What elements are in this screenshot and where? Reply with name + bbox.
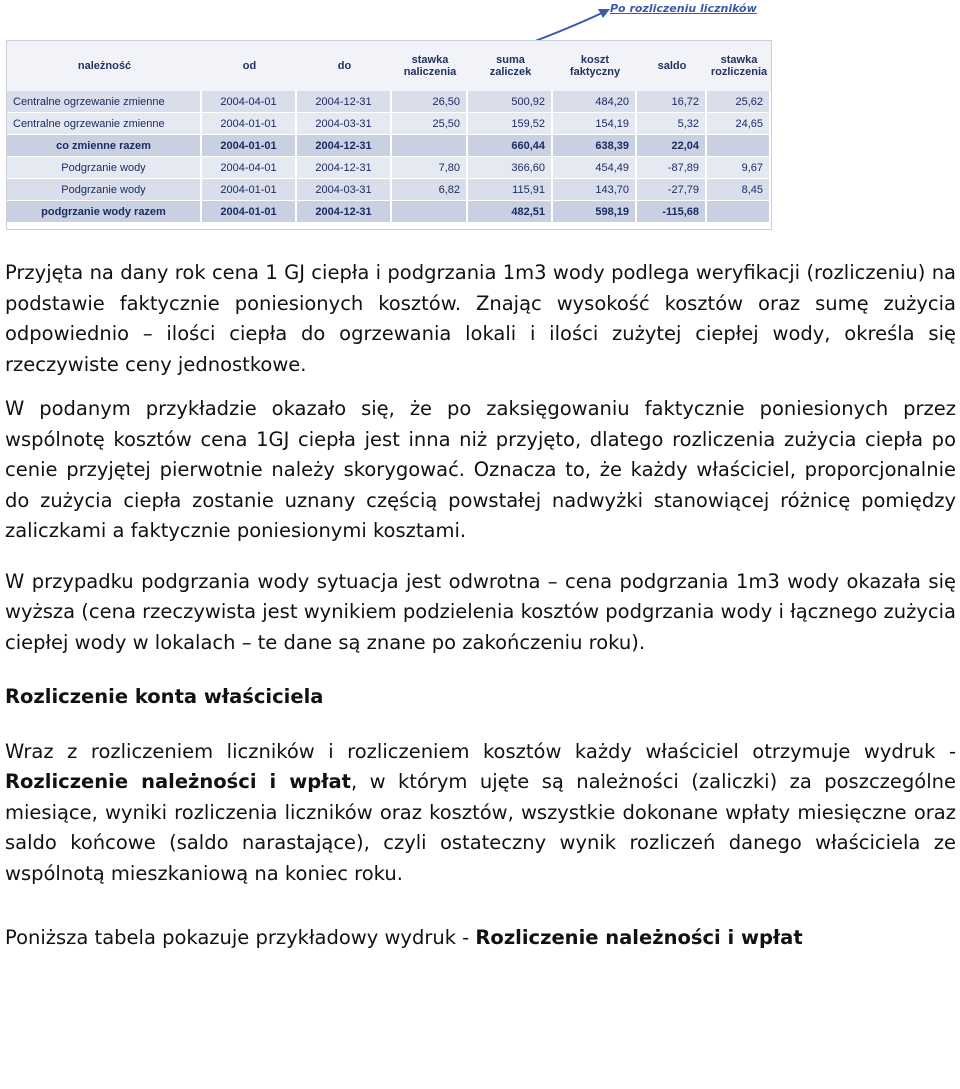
section-heading: Rozliczenie konta właściciela [5, 685, 324, 708]
table-cell [707, 135, 769, 156]
table-cell: Podgrzanie wody [7, 157, 200, 178]
table-cell: 660,44 [468, 135, 551, 156]
table-cell: 9,67 [707, 157, 769, 178]
column-header: suma zaliczek [489, 54, 532, 78]
table-cell: 2004-12-31 [297, 157, 390, 178]
paragraph-text-part: , w którym ujęte są należności (zaliczki) za poszczególne miesiące, wyniki rozliczenia liczników oraz kosztów, wszystkie dokonane wpłaty miesięczne oraz saldo końcowe (saldo narastające), czyli ostateczny wynik rozliczeń danego właściciela ze wspólnotą mieszkaniową na koniec roku. [5, 770, 956, 885]
column-header: koszt faktyczny [569, 54, 621, 78]
table-cell [392, 201, 466, 222]
table-cell: 482,51 [468, 201, 551, 222]
table-header [7, 41, 771, 91]
table-cell: 2004-01-01 [202, 113, 295, 134]
table-cell: 115,91 [468, 179, 551, 200]
table-row [7, 135, 771, 156]
column-header: od [242, 60, 257, 72]
paragraph-text-part: Wraz z rozliczeniem liczników i rozliczeniem kosztów każdy właściciel otrzymuje wydruk - [5, 739, 956, 763]
paragraph-water-heating: W przypadku podgrzania wody sytuacja jest odwrotna – cena podgrzania 1m3 wody okazała się wyższa (cena rzeczywista jest wynikiem podzielenia kosztów podgrzania wody i łącznego zużycia ciepłej wody w lokalach – te dane są znane po zakończeniu roku). [5, 569, 956, 654]
table-cell: 16,72 [637, 91, 705, 112]
table-cell: 2004-01-01 [202, 201, 295, 222]
table-cell: 25,50 [392, 113, 466, 134]
table-cell: 8,45 [707, 179, 769, 200]
column-header: saldo [657, 60, 687, 72]
table-cell: -27,79 [637, 179, 705, 200]
table-cell: 598,19 [553, 201, 635, 222]
table-row [7, 157, 771, 178]
paragraph-price-verification: Przyjęta na dany rok cena 1 GJ ciepła i podgrzania 1m3 wody podlega weryfikacji (rozliczeniu) na podstawie faktycznie poniesionych kosztów. Znając wysokość kosztów oraz sumę zużycia odpowiednio – ilości ciepła do ogrzewania lokali i ilości zużytej ciepłej wody, określa się rzeczywiste ceny jednostkowe. [5, 261, 956, 376]
column-header: do [337, 60, 352, 72]
table-cell: 2004-12-31 [297, 135, 390, 156]
table-cell: 2004-01-01 [202, 135, 295, 156]
table-row [7, 113, 771, 134]
table-cell: podgrzanie wody razem [7, 201, 200, 222]
table-cell: 24,65 [707, 113, 769, 134]
table-cell: 500,92 [468, 91, 551, 112]
table-cell: 2004-12-31 [297, 201, 390, 222]
callout-label: Po rozliczeniu liczników [610, 2, 757, 15]
table-cell: 638,39 [553, 135, 635, 156]
table-body [7, 91, 771, 223]
paragraph-text-part: Poniższa tabela pokazuje przykładowy wydruk - [5, 926, 476, 949]
table-cell: 2004-04-01 [202, 91, 295, 112]
table-cell: 2004-01-01 [202, 179, 295, 200]
table-row [7, 201, 771, 222]
table-cell: 5,32 [637, 113, 705, 134]
paragraph-owner-account [5, 737, 956, 890]
column-header: stawka naliczenia [403, 54, 457, 78]
table-cell: 159,52 [468, 113, 551, 134]
table-cell: 6,82 [392, 179, 466, 200]
table-cell: Centralne ogrzewanie zmienne [7, 91, 200, 112]
table-cell: 366,60 [468, 157, 551, 178]
table-cell: 2004-04-01 [202, 157, 295, 178]
table-cell: 2004-12-31 [297, 91, 390, 112]
settlement-table [6, 40, 772, 230]
column-header: należność [77, 60, 132, 72]
table-cell: -87,89 [637, 157, 705, 178]
table-cell: 2004-03-31 [297, 179, 390, 200]
paragraph-bold-term: Rozliczenie należności i wpłat [5, 770, 351, 793]
table-cell: 454,49 [553, 157, 635, 178]
settlement-table-screenshot [6, 0, 772, 230]
table-cell: 154,19 [553, 113, 635, 134]
table-cell: Podgrzanie wody [7, 179, 200, 200]
table-cell: 2004-03-31 [297, 113, 390, 134]
table-cell [707, 201, 769, 222]
table-cell: 26,50 [392, 91, 466, 112]
column-header: stawka rozliczenia [710, 54, 768, 78]
table-cell: co zmienne razem [7, 135, 200, 156]
table-cell: 484,20 [553, 91, 635, 112]
table-cell: 7,80 [392, 157, 466, 178]
table-row [7, 91, 771, 112]
document-text [5, 258, 956, 954]
table-cell: Centralne ogrzewanie zmienne [7, 113, 200, 134]
table-cell: 22,04 [637, 135, 705, 156]
paragraph-bold-term: Rozliczenie należności i wpłat [475, 926, 803, 949]
table-row [7, 179, 771, 200]
table-cell [392, 135, 466, 156]
paragraph-heating-example: W podanym przykładzie okazało się, że po zaksięgowaniu faktycznie poniesionych przez wspólnotę kosztów cena 1GJ ciepła jest inna niż przyjęto, dlatego rozliczenia zużycia ciepła po cenie przyjętej pierwotnie należy skorygować. Oznacza to, że każdy właściciel, proporcjonalnie do zużycia ciepła zostanie uznany częścią powstałej nadwyżki stanowiącej różnicę pomiędzy zaliczkami a faktycznie poniesionymi kosztami. [5, 397, 956, 542]
table-cell: 143,70 [553, 179, 635, 200]
paragraph-table-intro [5, 923, 956, 954]
table-cell: -115,68 [637, 201, 705, 222]
table-cell: 25,62 [707, 91, 769, 112]
